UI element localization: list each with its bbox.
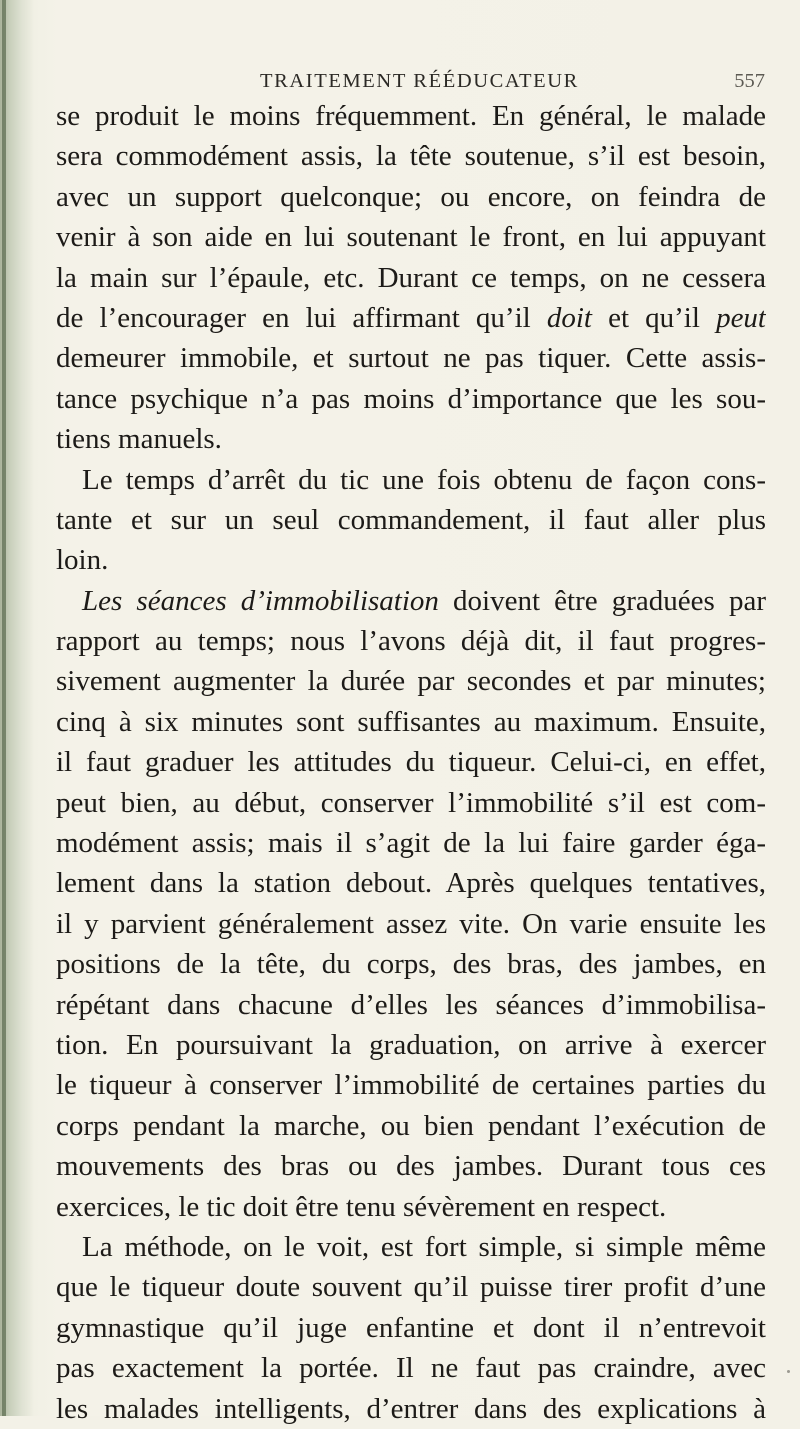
text-line: Les séances d’immobilisation doivent être graduées par (82, 584, 766, 617)
text-line: que le tiqueur doute souvent qu’il puisse tirer profit d’une (56, 1271, 766, 1304)
text-line: gymnastique qu’il juge enfantine et dont il n’entrevoit (56, 1311, 766, 1344)
text-line: il faut graduer les attitudes du tiqueur. Celui-ci, en effet, (56, 746, 766, 779)
page-header (260, 62, 765, 96)
emphasis-seances: Les séances d’immobilisation (82, 584, 439, 617)
text-line: venir à son aide en lui soutenant le front, en lui appuyant (56, 221, 766, 254)
text-line: de l’encourager en lui affirmant qu’il doit et qu’il peut (56, 301, 766, 334)
text-line: La méthode, on le voit, est fort simple, si simple même (82, 1230, 766, 1263)
text-line: les malades intelligents, d’entrer dans des explications à (56, 1392, 766, 1425)
text-line: tante et sur un seul commandement, il faut aller plus (56, 503, 766, 536)
text-line: sera commodément assis, la tête soutenue, s’il est besoin, (56, 140, 766, 173)
binding-edge (2, 0, 6, 1416)
text-line: sivement augmenter la durée par secondes et par minutes; (56, 665, 766, 698)
text-line: pas exactement la portée. Il ne faut pas craindre, avec (56, 1352, 766, 1385)
text-line: tion. En poursuivant la graduation, on arrive à exercer (56, 1028, 766, 1061)
text-line: modément assis; mais il s’agit de la lui faire garder éga- (56, 827, 766, 860)
body-text (56, 96, 766, 1429)
text-line: il y parvient généralement assez vite. On varie ensuite les (56, 907, 766, 940)
text-line: exercices, le tic doit être tenu sévèrement en respect. (56, 1190, 667, 1223)
text-line: Le temps d’arrêt du tic une fois obtenu de façon cons- (82, 463, 766, 496)
text-line: demeurer immobile, et surtout ne pas tiquer. Cette assis- (56, 342, 766, 375)
text-line: tance psychique n’a pas moins d’importance que les sou- (56, 382, 766, 415)
text-line: rapport au temps; nous l’avons déjà dit, il faut progres- (56, 625, 766, 658)
emphasis-peut: peut (716, 301, 766, 334)
text-line: corps pendant la marche, ou bien pendant l’exécution de (56, 1109, 766, 1142)
text-line: tiens manuels. (56, 423, 222, 456)
text-line: peut bien, au début, conserver l’immobilité s’il est com- (56, 786, 766, 819)
text-line: cinq à six minutes sont suffisantes au maximum. Ensuite, (56, 705, 766, 738)
text-line: le tiqueur à conserver l’immobilité de certaines parties du (56, 1069, 766, 1102)
text-line: lement dans la station debout. Après quelques tentatives, (56, 867, 766, 900)
page-number: 557 (734, 70, 765, 92)
text-line: loin. (56, 544, 109, 577)
text-line: se produit le moins fréquemment. En général, le malade (56, 100, 766, 132)
emphasis-doit: doit (546, 301, 592, 334)
text-line: avec un support quelconque; ou encore, on feindra de (56, 180, 766, 213)
text-line: mouvements des bras ou des jambes. Durant tous ces (56, 1150, 766, 1183)
text-line: la main sur l’épaule, etc. Durant ce temps, on ne cessera (56, 261, 766, 294)
text-line: positions de la tête, du corps, des bras, des jambes, en (56, 948, 766, 981)
running-title: TRAITEMENT RÉÉDUCATEUR (260, 70, 579, 92)
text-line: répétant dans chacune d’elles les séances d’immobilisa- (56, 988, 766, 1021)
margin-speck (787, 1370, 790, 1373)
